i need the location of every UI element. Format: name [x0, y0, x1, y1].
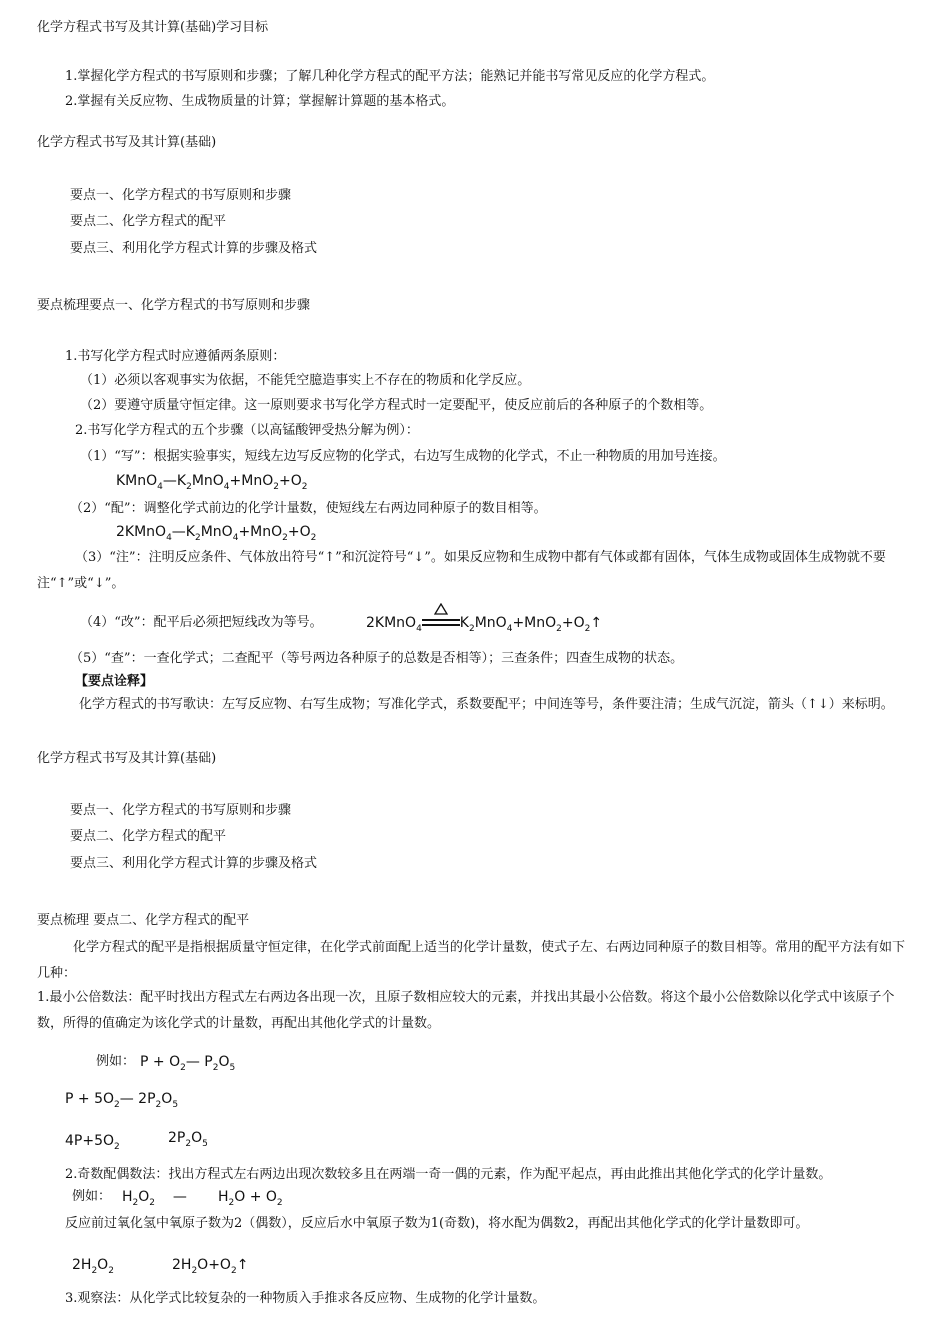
section-heading: 化学方程式书写及其计算(基础)	[37, 135, 217, 150]
goal-2: 2.掌握有关反应物、生成物质量的计算；掌握解计算题的基本格式。	[65, 94, 455, 109]
equation-p-5o2: $P + 5O_2—$ $2P_2O_5$	[65, 1091, 179, 1110]
step-annotate: （3）“注”：注明反应条件、气体放出符号“↑”和沉淀符号“↓”。如果反应物和生成物中都有气体或都有固体，气体生成物或固体生成物就不要注“↑”或“↓”。	[37, 550, 886, 591]
equation-p-o2: $P + O_2—$ $P_2O_5$	[140, 1054, 236, 1073]
equation-2h2o2-right: $2H_2O+O_2↑$	[172, 1257, 249, 1276]
method-observe: 3.观察法：从化学式比较复杂的一种物质入手推求各反应物、生成物的化学计量数。	[65, 1291, 546, 1306]
equation-4p-right: $2P_2O_5$	[168, 1130, 208, 1149]
equals-sign	[422, 617, 460, 629]
note-text: 化学方程式的书写歌诀：左写反应物、右写生成物；写准化学式，系数要配平；中间连等号，条件要注清；生成气沉淀，箭头（↑↓）来标明。	[79, 697, 894, 712]
example-label: 例如：	[96, 1054, 136, 1069]
step-change: （4）“改”：配平后必须把短线改为等号。	[80, 615, 323, 630]
step-balance: （2）“配”：调整化学式前边的化学计量数，使短线左右两边同种原子的数目相等。	[70, 501, 547, 516]
equation-write: $KMnO_4—K_2MnO_4+MnO_2+O_2$	[116, 473, 308, 492]
method-lcm: 1.最小公倍数法：配平时找出方程式左右两边各出现一次，且原子数相应较大的元素，并找出其最小公倍数。将这个最小公倍数除以化学式中该原子个数，所得的值确定为该化学式的计量数，再配出其他化学式的计量数。	[37, 990, 895, 1031]
principle-2: （2）要遵守质量守恒定律。这一原则要求书写化学方程式时一定要配平，使反应前后的各种原子的个数相等。	[80, 398, 713, 413]
goal-1: 1.掌握化学方程式的书写原则和步骤；了解几种化学方程式的配平方法；能熟记并能书写常见反应的化学方程式。	[65, 69, 715, 84]
toc-item: 要点二、化学方程式的配平	[70, 829, 227, 844]
toc-item: 要点三、利用化学方程式计算的步骤及格式	[70, 856, 318, 871]
balance-intro: 化学方程式的配平是指根据质量守恒定律，在化学式前面配上适当的化学计量数，使式子左、右两边同种原子的数目相等。常用的配平方法有如下几种：	[37, 940, 906, 981]
toc-item: 要点三、利用化学方程式计算的步骤及格式	[70, 241, 318, 256]
topic-heading: 要点梳理要点一、化学方程式的书写原则和步骤	[37, 298, 311, 313]
equation-4p-left: $4P+5O_2$	[65, 1133, 120, 1152]
toc-item: 要点一、化学方程式的书写原则和步骤	[70, 188, 292, 203]
example-label: 例如：	[72, 1189, 112, 1204]
heat-triangle-icon	[434, 603, 448, 615]
odd-even-explain: 反应前过氧化氢中氧原子数为2（偶数），反应后水中氧原子数为1(奇数)，将水配为偶数2，再配出其他化学式的化学计量数即可。	[65, 1216, 809, 1231]
steps-title: 2.书写化学方程式的五个步骤（以高锰酸钾受热分解为例）：	[75, 423, 419, 438]
toc-item: 要点二、化学方程式的配平	[70, 214, 227, 229]
principle-title: 1.书写化学方程式时应遵循两条原则：	[65, 349, 286, 364]
equation-2h2o2-left: $2H_2O_2$	[72, 1257, 114, 1276]
equation-balance: $2KMnO_4—K_2MnO_4+MnO_2+O_2$	[116, 524, 317, 543]
equation-final: 2KMnO$_4$ $K_2MnO_4+MnO_2+O_2↑$	[366, 614, 602, 632]
principle-1: （1）必须以客观事实为依据，不能凭空臆造事实上不存在的物质和化学反应。	[80, 373, 531, 388]
step-write: （1）“写”：根据实验事实，短线左边写反应物的化学式，右边写生成物的化学式，不止一种物质的用加号连接。	[80, 449, 726, 464]
note-heading: 【要点诠释】	[75, 674, 154, 689]
equation-h2o2: $H_2O_2$ — $H_2O + O_2$	[122, 1189, 283, 1208]
topic-heading: 要点梳理 要点二、化学方程式的配平	[37, 913, 250, 928]
method-odd-even: 2.奇数配偶数法：找出方程式左右两边出现次数较多且在两端一奇一偶的元素，作为配平起点，再由此推出其他化学式的化学计量数。	[65, 1167, 832, 1182]
section-heading: 化学方程式书写及其计算(基础)	[37, 751, 217, 766]
step-check: （5）“查”：一查化学式；二查配平（等号两边各种原子的总数是否相等）；三查条件；四查生成物的状态。	[70, 651, 684, 666]
toc-item: 要点一、化学方程式的书写原则和步骤	[70, 803, 292, 818]
page-heading: 化学方程式书写及其计算(基础)学习目标	[37, 20, 269, 35]
